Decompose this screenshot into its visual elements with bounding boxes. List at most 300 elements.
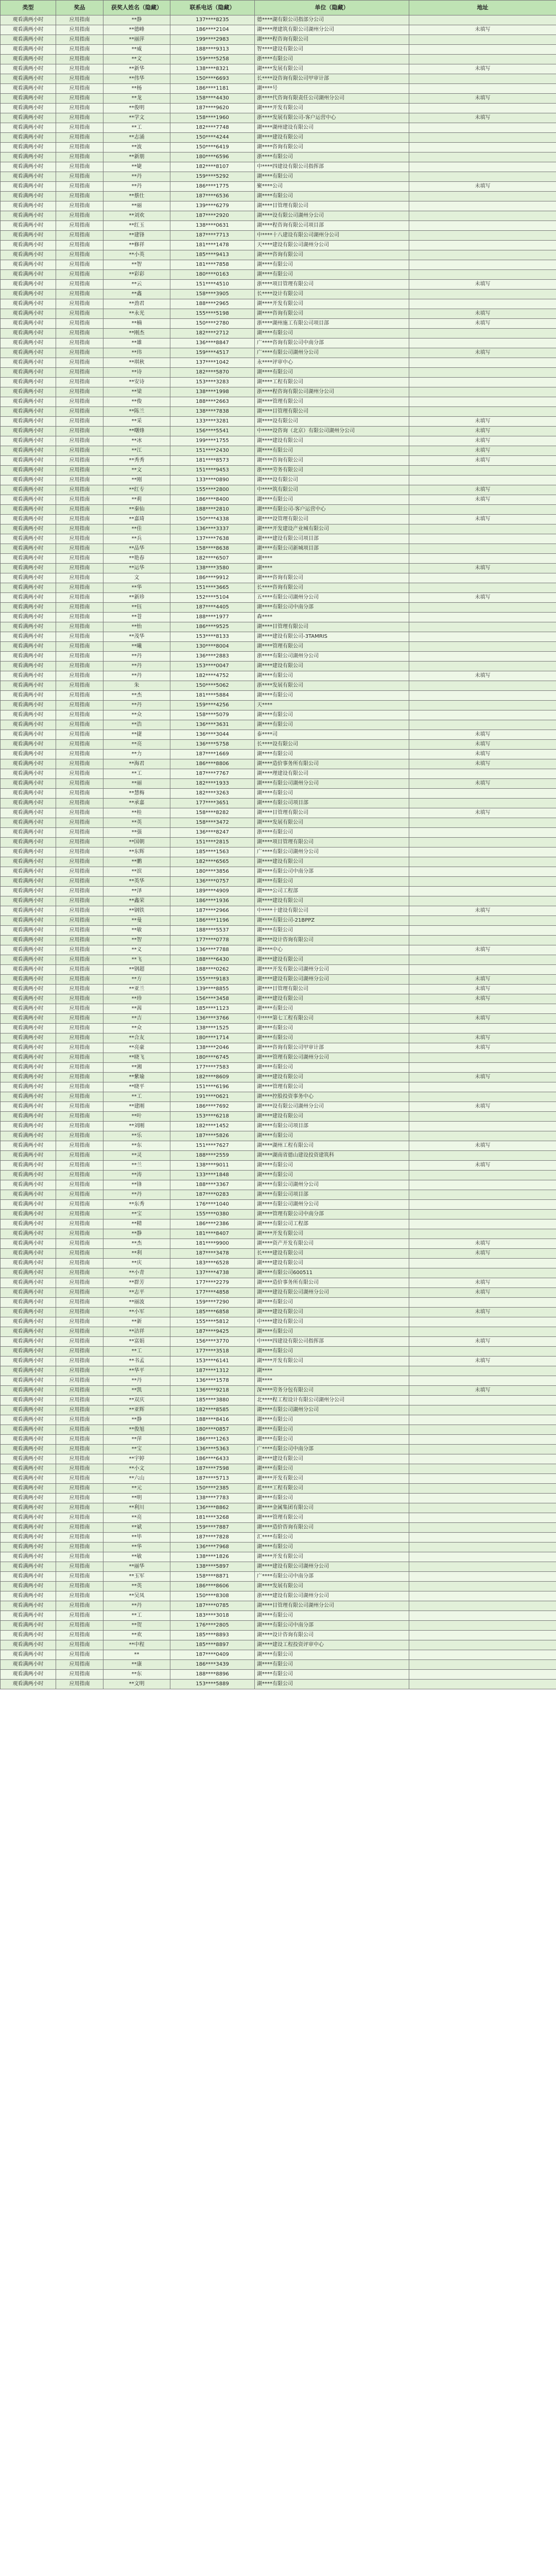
cell-phone: 186****7692: [170, 1102, 255, 1112]
cell-prize: 应用指南: [56, 926, 103, 936]
cell-organization: 湖****开发有限公司湖州分公司: [255, 965, 409, 975]
cell-winner-name: **英: [103, 818, 170, 828]
table-row: [1, 1033, 556, 1043]
cell-address: [409, 1112, 556, 1122]
cell-type: 观看满两小时: [1, 152, 56, 162]
table-row: [1, 1308, 556, 1317]
cell-type: 观看满两小时: [1, 15, 56, 25]
cell-organization: 湖****有限公司: [255, 1131, 409, 1141]
cell-organization: 浙****有限公司: [255, 828, 409, 838]
cell-winner-name: **文: [103, 55, 170, 64]
cell-type: 观看满两小时: [1, 397, 56, 407]
cell-winner-name: **国朝: [103, 838, 170, 848]
cell-organization: 湖****建设有限公司: [255, 857, 409, 867]
cell-address: [409, 955, 556, 965]
cell-prize: 应用指南: [56, 241, 103, 250]
cell-organization: 蓝****工程有限公司: [255, 1484, 409, 1494]
table-row: [1, 1494, 556, 1503]
cell-organization: 湖****号: [255, 84, 409, 94]
table-row: [1, 1611, 556, 1621]
cell-organization: 湖****有限公司: [255, 260, 409, 270]
cell-type: 观看满两小时: [1, 1640, 56, 1650]
cell-address: [409, 1445, 556, 1454]
cell-type: 观看满两小时: [1, 1425, 56, 1435]
cell-prize: 应用指南: [56, 476, 103, 485]
cell-prize: 应用指南: [56, 1317, 103, 1327]
cell-winner-name: **宝: [103, 1210, 170, 1219]
cell-type: 观看满两小时: [1, 260, 56, 270]
cell-winner-name: **钢铁: [103, 906, 170, 916]
cell-prize: 应用指南: [56, 1425, 103, 1435]
cell-type: 观看满两小时: [1, 750, 56, 759]
cell-address: [409, 1425, 556, 1435]
cell-type: 观看满两小时: [1, 74, 56, 84]
cell-phone: 187****3478: [170, 1249, 255, 1259]
cell-type: 观看满两小时: [1, 192, 56, 201]
cell-organization: 湖****目管理有限公司: [255, 407, 409, 417]
cell-phone: 152****5104: [170, 593, 255, 603]
cell-phone: 182****6507: [170, 554, 255, 564]
cell-prize: 应用指南: [56, 201, 103, 211]
cell-phone: 151****2815: [170, 838, 255, 848]
cell-prize: 应用指南: [56, 573, 103, 583]
cell-prize: 应用指南: [56, 1572, 103, 1582]
cell-prize: 应用指南: [56, 710, 103, 720]
cell-phone: 136****3044: [170, 730, 255, 740]
cell-winner-name: **欢: [103, 1631, 170, 1640]
cell-type: 观看满两小时: [1, 221, 56, 231]
cell-prize: 应用指南: [56, 1464, 103, 1474]
cell-organization: 湖****工程有限公司: [255, 378, 409, 387]
cell-organization: 长****咨询有限公司: [255, 583, 409, 593]
cell-organization: 湖****有限公司: [255, 789, 409, 799]
cell-address: [409, 74, 556, 84]
cell-winner-name: **叶: [103, 1112, 170, 1122]
cell-address: [409, 133, 556, 143]
cell-organization: 湖****咨询有限公司: [255, 250, 409, 260]
cell-organization: 湖****有限公司: [255, 270, 409, 280]
cell-prize: 应用指南: [56, 1239, 103, 1249]
cell-prize: 应用指南: [56, 1249, 103, 1259]
cell-prize: 应用指南: [56, 1219, 103, 1229]
table-row: [1, 15, 556, 25]
cell-winner-name: **桂: [103, 808, 170, 818]
cell-prize: 应用指南: [56, 1543, 103, 1552]
cell-phone: 136****3337: [170, 524, 255, 534]
cell-winner-name: **萍: [103, 1435, 170, 1445]
cell-organization: 湖****控股投资事务中心: [255, 1092, 409, 1102]
cell-organization: 湖****有限公司中南分部: [255, 867, 409, 877]
cell-prize: 应用指南: [56, 975, 103, 985]
table-row: [1, 25, 556, 35]
table-row: [1, 857, 556, 867]
cell-winner-name: **华平: [103, 1366, 170, 1376]
cell-winner-name: **安诗: [103, 378, 170, 387]
cell-prize: 应用指南: [56, 524, 103, 534]
cell-type: 观看满两小时: [1, 211, 56, 221]
cell-prize: 应用指南: [56, 94, 103, 104]
cell-winner-name: **曼: [103, 916, 170, 926]
cell-address: [409, 1376, 556, 1386]
cell-phone: 189****4909: [170, 887, 255, 896]
cell-phone: 187****0409: [170, 1650, 255, 1660]
cell-organization: 湖****发展有限公司: [255, 64, 409, 74]
cell-winner-name: **威: [103, 45, 170, 55]
table-row: [1, 1278, 556, 1288]
cell-type: 观看满两小时: [1, 1063, 56, 1073]
table-row: [1, 35, 556, 45]
cell-address: 未填写: [409, 1288, 556, 1298]
cell-prize: 应用指南: [56, 1092, 103, 1102]
cell-organization: 湖****有限公司: [255, 720, 409, 730]
cell-type: 观看满两小时: [1, 1053, 56, 1063]
cell-type: 观看满两小时: [1, 182, 56, 192]
cell-type: 观看满两小时: [1, 1366, 56, 1376]
cell-winner-name: **丹: [103, 1376, 170, 1386]
table-row: [1, 427, 556, 436]
cell-winner-name: **杰: [103, 1239, 170, 1249]
cell-type: 观看满两小时: [1, 84, 56, 94]
cell-type: 观看满两小时: [1, 1562, 56, 1572]
cell-prize: 应用指南: [56, 936, 103, 945]
cell-phone: 186****1775: [170, 182, 255, 192]
cell-phone: 199****1755: [170, 436, 255, 446]
table-row: [1, 182, 556, 192]
cell-phone: 137****8235: [170, 15, 255, 25]
cell-organization: 浙****有限公司湖州分公司: [255, 652, 409, 662]
cell-type: 观看满两小时: [1, 104, 56, 113]
table-row: [1, 534, 556, 544]
cell-prize: 应用指南: [56, 1151, 103, 1161]
cell-winner-name: **静: [103, 15, 170, 25]
cell-prize: 应用指南: [56, 35, 103, 45]
cell-organization: 湖****建设有限公司-3TAMRIS: [255, 632, 409, 642]
cell-winner-name: **劲君: [103, 299, 170, 309]
cell-winner-name: **亚兰: [103, 985, 170, 994]
cell-prize: 应用指南: [56, 407, 103, 417]
cell-organization: 湖****设有限公司: [255, 476, 409, 485]
cell-type: 观看满两小时: [1, 368, 56, 378]
cell-phone: 182****8585: [170, 1405, 255, 1415]
cell-type: 观看满两小时: [1, 1180, 56, 1190]
cell-winner-name: **伟华: [103, 74, 170, 84]
cell-type: 观看满两小时: [1, 250, 56, 260]
cell-winner-name: **俊旭: [103, 1425, 170, 1435]
cell-type: 观看满两小时: [1, 1151, 56, 1161]
cell-prize: 应用指南: [56, 1640, 103, 1650]
table-row: [1, 1337, 556, 1347]
cell-address: [409, 1405, 556, 1415]
cell-phone: 136****8847: [170, 338, 255, 348]
table-row: [1, 750, 556, 759]
header-prize: 奖品: [56, 1, 103, 15]
table-row: [1, 1435, 556, 1445]
cell-winner-name: **冰: [103, 436, 170, 446]
cell-winner-name: **华: [103, 583, 170, 593]
table-row: [1, 456, 556, 466]
cell-phone: 153****6141: [170, 1357, 255, 1366]
table-row: [1, 701, 556, 710]
cell-phone: 188****8896: [170, 1670, 255, 1680]
cell-address: [409, 789, 556, 799]
cell-address: 未填写: [409, 456, 556, 466]
cell-address: [409, 1572, 556, 1582]
cell-type: 观看满两小时: [1, 1376, 56, 1386]
cell-phone: 138****1525: [170, 1024, 255, 1033]
table-row: [1, 848, 556, 857]
cell-organization: 湖****有限公司: [255, 1611, 409, 1621]
cell-address: [409, 965, 556, 975]
cell-winner-name: **杰: [103, 691, 170, 701]
cell-address: [409, 1180, 556, 1190]
cell-prize: 应用指南: [56, 1200, 103, 1210]
cell-winner-name: **书孟: [103, 1357, 170, 1366]
cell-organization: 湖****有限公司600511: [255, 1268, 409, 1278]
cell-type: 观看满两小时: [1, 1454, 56, 1464]
cell-winner-name: **秀秀: [103, 456, 170, 466]
cell-prize: 应用指南: [56, 55, 103, 64]
cell-type: 观看满两小时: [1, 524, 56, 534]
cell-winner-name: **庆: [103, 1259, 170, 1268]
cell-organization: 湖****建设有限公司: [255, 1112, 409, 1122]
cell-prize: 应用指南: [56, 701, 103, 710]
table-row: [1, 1347, 556, 1357]
table-row: [1, 1092, 556, 1102]
cell-type: 观看满两小时: [1, 1601, 56, 1611]
cell-phone: 151****4510: [170, 280, 255, 290]
cell-phone: 155****5198: [170, 309, 255, 319]
cell-phone: 137****4738: [170, 1268, 255, 1278]
table-row: [1, 994, 556, 1004]
cell-phone: 176****1040: [170, 1200, 255, 1210]
cell-winner-name: **六山: [103, 1474, 170, 1484]
cell-phone: 177****0778: [170, 936, 255, 945]
cell-winner-name: **永光: [103, 309, 170, 319]
cell-address: [409, 162, 556, 172]
table-row: [1, 348, 556, 358]
table-row: [1, 143, 556, 152]
cell-type: 观看满两小时: [1, 799, 56, 808]
cell-address: [409, 652, 556, 662]
cell-prize: 应用指南: [56, 1552, 103, 1562]
cell-prize: 应用指南: [56, 613, 103, 622]
cell-organization: 湖****有限公司: [255, 1415, 409, 1425]
cell-prize: 应用指南: [56, 593, 103, 603]
table-row: [1, 476, 556, 485]
cell-organization: 湖****项目管理有限公司: [255, 838, 409, 848]
cell-phone: 187****4405: [170, 603, 255, 613]
cell-organization: 湖****有限公司: [255, 495, 409, 505]
cell-address: [409, 1650, 556, 1660]
cell-phone: 185****1563: [170, 848, 255, 857]
cell-type: 观看满两小时: [1, 603, 56, 613]
cell-address: 未填写: [409, 1161, 556, 1171]
cell-phone: 181****9900: [170, 1239, 255, 1249]
cell-phone: 183****6528: [170, 1259, 255, 1268]
table-row: [1, 1112, 556, 1122]
cell-organization: 浙****项目管理有限公司: [255, 280, 409, 290]
cell-organization: 湖****管理有限公司中南分部: [255, 1210, 409, 1219]
cell-winner-name: **浩: [103, 720, 170, 730]
table-row: [1, 1445, 556, 1454]
table-row: [1, 309, 556, 319]
cell-phone: 150****4244: [170, 133, 255, 143]
cell-winner-name: **玮: [103, 348, 170, 358]
cell-organization: 湖****咨询有限公司甲审计部: [255, 1043, 409, 1053]
cell-type: 观看满两小时: [1, 1288, 56, 1298]
cell-organization: 湖****目管理有限公司: [255, 808, 409, 818]
table-row: [1, 1229, 556, 1239]
cell-organization: 湖****建设有限公司湖州分公司: [255, 975, 409, 985]
cell-prize: 应用指南: [56, 182, 103, 192]
cell-prize: 应用指南: [56, 456, 103, 466]
cell-address: [409, 1317, 556, 1327]
cell-organization: 湖****有限公司: [255, 1033, 409, 1043]
cell-phone: 150****8308: [170, 1591, 255, 1601]
cell-phone: 151****6196: [170, 1082, 255, 1092]
cell-prize: 应用指南: [56, 945, 103, 955]
cell-address: [409, 573, 556, 583]
cell-type: 观看满两小时: [1, 887, 56, 896]
cell-phone: 136****7788: [170, 945, 255, 955]
cell-address: [409, 916, 556, 926]
cell-organization: 湖****有限公司项目部: [255, 799, 409, 808]
table-row: [1, 906, 556, 916]
cell-prize: 应用指南: [56, 290, 103, 299]
cell-address: [409, 260, 556, 270]
cell-prize: 应用指南: [56, 1180, 103, 1190]
cell-phone: 151****3665: [170, 583, 255, 593]
table-row: [1, 603, 556, 613]
cell-type: 观看满两小时: [1, 378, 56, 387]
table-row: [1, 368, 556, 378]
cell-prize: 应用指南: [56, 544, 103, 554]
cell-phone: 158****4430: [170, 94, 255, 104]
cell-organization: 湖****开发有限公司: [255, 1357, 409, 1366]
cell-winner-name: **斌: [103, 1523, 170, 1533]
cell-type: 观看满两小时: [1, 1131, 56, 1141]
cell-phone: 138****7783: [170, 1494, 255, 1503]
cell-prize: 应用指南: [56, 358, 103, 368]
cell-organization: 广****咨询有限公司中南分部: [255, 338, 409, 348]
cell-winner-name: **杨: [103, 84, 170, 94]
table-row: [1, 211, 556, 221]
cell-phone: 187****7713: [170, 231, 255, 241]
cell-winner-name: **龙: [103, 94, 170, 104]
cell-winner-name: **诗: [103, 368, 170, 378]
cell-phone: 180****0163: [170, 270, 255, 280]
cell-winner-name: **锋: [103, 1180, 170, 1190]
cell-prize: 应用指南: [56, 1327, 103, 1337]
cell-winner-name: **丹: [103, 662, 170, 671]
cell-winner-name: **艳春: [103, 554, 170, 564]
cell-phone: 180****3856: [170, 867, 255, 877]
cell-organization: 湖****发展有限公司: [255, 818, 409, 828]
cell-prize: 应用指南: [56, 387, 103, 397]
table-row: [1, 671, 556, 681]
cell-organization: 湖****有限公司: [255, 750, 409, 759]
cell-type: 观看满两小时: [1, 1552, 56, 1562]
cell-type: 观看满两小时: [1, 64, 56, 74]
table-row: [1, 1405, 556, 1415]
cell-winner-name: **工: [103, 1611, 170, 1621]
cell-organization: 湖****中心: [255, 945, 409, 955]
cell-address: [409, 407, 556, 417]
cell-organization: 湖****建设有限公司项目部: [255, 534, 409, 544]
table-row: [1, 740, 556, 750]
cell-address: [409, 857, 556, 867]
cell-organization: 湖****有限公司湖州分公司: [255, 1200, 409, 1210]
cell-winner-name: **富娟: [103, 1337, 170, 1347]
cell-prize: 应用指南: [56, 162, 103, 172]
cell-winner-name: **强: [103, 828, 170, 838]
cell-type: 观看满两小时: [1, 309, 56, 319]
cell-address: [409, 378, 556, 387]
cell-prize: 应用指南: [56, 417, 103, 427]
cell-phone: 151****7627: [170, 1141, 255, 1151]
cell-address: [409, 1660, 556, 1670]
table-row: [1, 378, 556, 387]
cell-organization: 浙****发展有限公司: [255, 681, 409, 691]
cell-winner-name: **亮豪: [103, 1043, 170, 1053]
cell-organization: 湖****开发有限公司: [255, 1474, 409, 1484]
cell-type: 观看满两小时: [1, 1435, 56, 1445]
cell-organization: 湖****有限公司湖州分公司: [255, 1405, 409, 1415]
cell-address: [409, 1474, 556, 1484]
cell-address: [409, 1366, 556, 1376]
cell-prize: 应用指南: [56, 1268, 103, 1278]
cell-type: 观看满两小时: [1, 1082, 56, 1092]
cell-organization: 湖****: [255, 564, 409, 573]
cell-address: [409, 691, 556, 701]
cell-winner-name: **凯: [103, 1386, 170, 1396]
cell-organization: 湖****设计咨询有限公司: [255, 936, 409, 945]
cell-address: [409, 45, 556, 55]
cell-winner-name: **丽: [103, 201, 170, 211]
cell-organization: 湖****有限公司: [255, 1435, 409, 1445]
cell-phone: 188****2559: [170, 1151, 255, 1161]
cell-address: [409, 1582, 556, 1591]
cell-prize: 应用指南: [56, 1591, 103, 1601]
cell-type: 观看满两小时: [1, 270, 56, 280]
cell-organization: 湖****理建设有限公司: [255, 769, 409, 779]
cell-address: [409, 1640, 556, 1650]
cell-phone: 158****3905: [170, 290, 255, 299]
cell-address: 未填写: [409, 515, 556, 524]
cell-organization: 湖****咨询有限公司: [255, 309, 409, 319]
cell-winner-name: **吴凤: [103, 1591, 170, 1601]
cell-phone: 136****1578: [170, 1376, 255, 1386]
cell-winner-name: **修祥: [103, 241, 170, 250]
cell-address: [409, 329, 556, 338]
cell-address: [409, 720, 556, 730]
cell-prize: 应用指南: [56, 1670, 103, 1680]
table-row: [1, 113, 556, 123]
cell-prize: 应用指南: [56, 1474, 103, 1484]
cell-address: [409, 466, 556, 476]
cell-address: [409, 1210, 556, 1219]
cell-phone: 151****2430: [170, 446, 255, 456]
cell-organization: 湖****设有限公司: [255, 417, 409, 427]
cell-address: 未填写: [409, 25, 556, 35]
table-row: [1, 622, 556, 632]
table-row: [1, 201, 556, 211]
cell-type: 观看满两小时: [1, 201, 56, 211]
cell-winner-name: **秦仙: [103, 505, 170, 515]
table-row: [1, 299, 556, 309]
cell-organization: 湖****有限公司湖州分公司: [255, 1180, 409, 1190]
cell-winner-name: **小文: [103, 1464, 170, 1474]
